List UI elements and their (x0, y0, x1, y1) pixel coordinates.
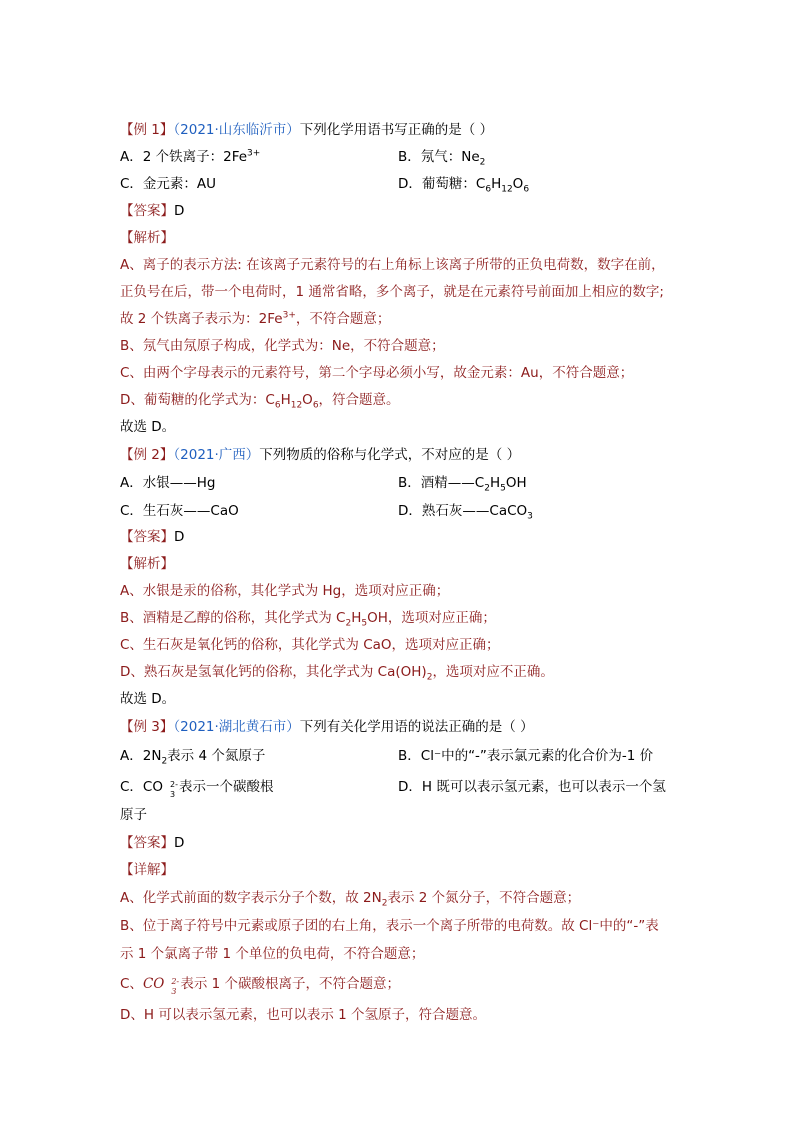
option-b: B．酒精$——C_2H_5OH$ (398, 475, 527, 494)
detail-tag: 【详解】 (120, 862, 174, 878)
example-source: （2021·湖北黄石市） (173, 719, 300, 735)
option-a: A．2 个铁离子：$2Fe^{3+}$ (120, 148, 261, 165)
answer-line (120, 528, 184, 546)
option-b: B．Cl⁻中的“-”表示氯元素的化合价为-1 价 (398, 748, 654, 764)
analysis-line: B、酒精是乙醇的俗称，其化学式为 $C_2H_5OH$，选项对应正确； (120, 610, 496, 629)
answer-line (120, 202, 184, 220)
answer-value: D (174, 529, 185, 545)
example-tag: 【例 3】 (120, 719, 174, 735)
option-c: C．金元素：AU (120, 176, 217, 192)
option-a: A．$2N_2$表示 4 个氮原子 (120, 748, 266, 767)
analysis-tag: 【解析】 (120, 556, 174, 572)
example-2-question (120, 446, 520, 464)
question-text: 下列化学用语书写正确的是（ ） (299, 122, 494, 138)
detail-line: A、化学式前面的数字表示分子个数，故 $2N_2$表示 2 个氮分子，不符合题意； (120, 890, 581, 909)
analysis-line: 故 2 个铁离子表示为：$2Fe^{3+}$，不符合题意； (120, 310, 391, 327)
analysis-line: D、熟石灰是氢氧化钙的俗称，其化学式为 $Ca(OH)_2$，选项对应不正确。 (120, 664, 554, 683)
example-source: （2021·广西） (173, 447, 260, 463)
answer-tag: 【答案】 (120, 835, 174, 851)
option-c: C．CO 2- 3 表示一个碳酸根 (120, 779, 274, 799)
answer-line (120, 834, 184, 852)
example-source: （2021·山东临沂市） (173, 122, 300, 138)
answer-value: D (174, 203, 185, 219)
analysis-line: A、离子的表示方法: 在该离子元素符号的右上角标上该离子所带的正负电荷数，数字在前， (120, 257, 665, 273)
detail-line: C、CO 2- 3 表示 1 个碳酸根离子，不符合题意； (120, 976, 401, 996)
answer-value: D (174, 835, 185, 851)
answer-tag: 【答案】 (120, 529, 174, 545)
option-b: B．氖气：$Ne_2$ (398, 149, 486, 168)
question-text: 下列物质的俗称与化学式，不对应的是（ ） (259, 447, 521, 463)
analysis-line: C、由两个字母表示的元素符号，第二个字母必须小写，故金元素：Au，不符合题意； (120, 365, 634, 381)
example-1-question (120, 121, 493, 139)
conclusion: 故选 D。 (120, 691, 176, 707)
option-a: A．水银——Hg (120, 475, 216, 491)
example-3-question (120, 718, 534, 736)
answer-tag: 【答案】 (120, 203, 174, 219)
detail-line: B、位于离子符号中元素或原子团的右上角，表示一个离子所带的电荷数。故 Cl⁻中的“-”表 (120, 918, 659, 934)
carbonate-charge: 2- 3 (169, 780, 178, 799)
conclusion: 故选 D。 (120, 419, 176, 435)
detail-line: 示 1 个氯离子带 1 个单位的负电荷，不符合题意； (120, 946, 425, 962)
option-d: D．H 既可以表示氢元素，也可以表示一个氢 (398, 779, 666, 795)
analysis-line: D、葡萄糖的化学式为：$C_6H_{12}O_6$，符合题意。 (120, 392, 400, 411)
carbonate-charge: 2- 3 (171, 977, 180, 996)
option-c: C．生石灰——CaO (120, 503, 239, 519)
option-d: D．熟石灰——CaCO$_3$ (398, 503, 533, 522)
analysis-line: B、氖气由氖原子构成，化学式为：Ne，不符合题意； (120, 338, 445, 354)
analysis-line: A、水银是汞的俗称，其化学式为 Hg，选项对应正确； (120, 583, 450, 599)
detail-line: D、H 可以表示氢元素，也可以表示 1 个氢原子，符合题意。 (120, 1007, 487, 1023)
question-text: 下列有关化学用语的说法正确的是（ ） (299, 719, 534, 735)
analysis-line: 正负号在后，带一个电荷时，1 通常省略，多个离子，就是在元素符号前面加上相应的数字; (120, 284, 664, 300)
option-d: D．葡萄糖：$C_6H_{12}O_6$ (398, 176, 530, 195)
analysis-tag: 【解析】 (120, 230, 174, 246)
example-tag: 【例 1】 (120, 122, 174, 138)
example-tag: 【例 2】 (120, 447, 174, 463)
option-d-continued: 原子 (120, 807, 147, 823)
analysis-line: C、生石灰是氧化钙的俗称，其化学式为 CaO，选项对应正确； (120, 637, 500, 653)
